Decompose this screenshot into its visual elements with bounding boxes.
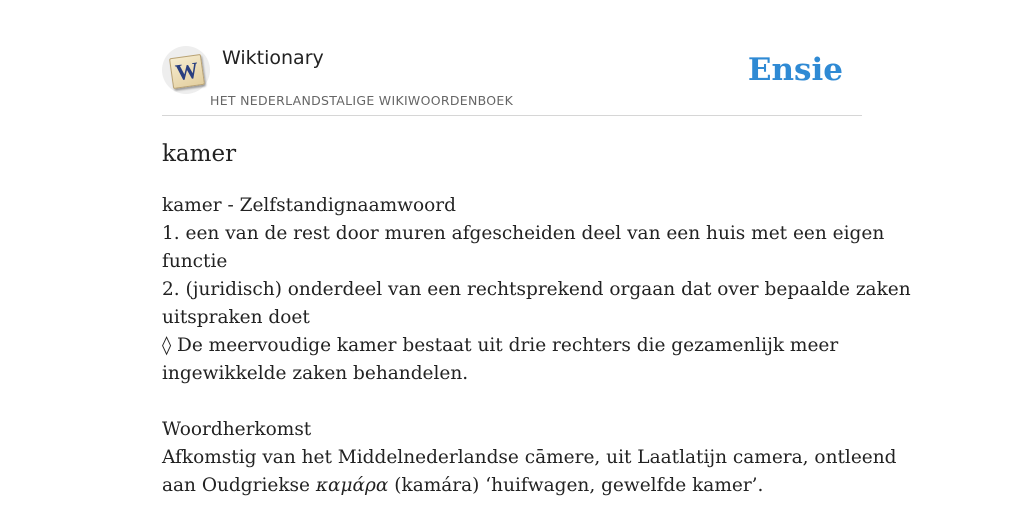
etymology-line-2 [162,472,862,500]
site-name[interactable]: Wiktionary [222,47,324,69]
etymology-line-2-prefix: aan Oudgriekse [162,475,316,496]
definition-1-line-2: functie [162,251,228,272]
wiktionary-logo-icon[interactable] [162,46,210,94]
example-line-2: ingewikkelde zaken behandelen. [162,363,469,384]
page-title: kamer [162,141,237,167]
ensie-brand-link[interactable]: Ensie [747,52,843,88]
etymology-heading: Woordherkomst [162,419,312,440]
site-header [162,0,862,116]
greek-word: καμάρα [315,475,389,496]
site-tagline: HET NEDERLANDSTALIGE WIKIWOORDENBOEK [210,93,514,108]
definition-2-line-1: 2. (juridisch) onderdeel van een rechtsprekend orgaan dat over bepaalde zaken [162,279,911,300]
section-spacer [162,388,862,416]
definition-1-line-1: 1. een van de rest door muren afgescheiden deel van een huis met een eigen [162,223,885,244]
example-line-1: ◊ De meervoudige kamer bestaat uit drie rechters die gezamenlijk meer [162,335,839,356]
etymology-line-2-suffix: (kamára) ‘huifwagen, gewelfde kamer’. [388,475,764,496]
entry-content [162,192,911,500]
entry-heading: kamer - Zelfstandignaamwoord [162,195,456,216]
definition-2-line-2: uitspraken doet [162,307,310,328]
logo-tile [169,54,205,89]
logo-letter: W [173,57,201,86]
etymology-line-1: Afkomstig van het Middelnederlandse cāmere, uit Laatlatijn camera, ontleend [162,447,897,468]
